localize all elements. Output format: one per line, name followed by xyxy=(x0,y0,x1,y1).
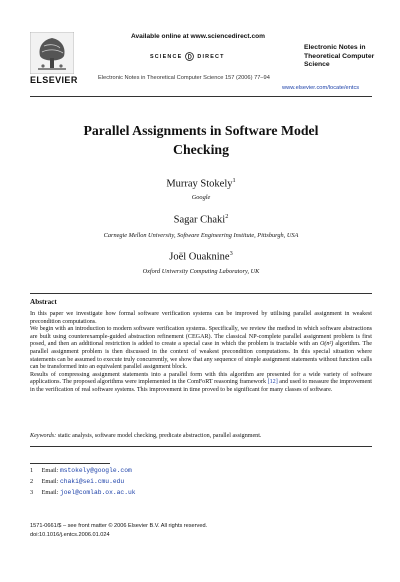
footnote-item xyxy=(30,478,124,485)
footnote-rule xyxy=(30,463,110,464)
abstract-paragraph: In this paper we investigate how formal software verification systems can be improved by utilising parallel assignment in weakest precondition computations. xyxy=(30,311,372,325)
author-affiliation: Oxford University Computing Laboratory, UK xyxy=(142,268,260,275)
author-affiliation: Google xyxy=(191,194,211,201)
abstract-heading: Abstract xyxy=(30,298,57,306)
email-link[interactable]: mstokely@google.com xyxy=(59,467,132,474)
series-title xyxy=(304,44,390,70)
complexity-math: O(n²) xyxy=(319,341,334,348)
footnote-mark[interactable]: 1 xyxy=(232,177,236,184)
abstract-text: and used to measure the improvement in the verification of real software systems. This improvement in time proved to be significant for many classes of software. xyxy=(30,379,372,393)
footnote-label: Email: xyxy=(41,489,59,496)
abstract-paragraph xyxy=(30,372,372,395)
footnote-label: Email: xyxy=(41,467,59,474)
abstract-paragraph xyxy=(30,326,372,372)
keywords-text: static analysis, software model checking, predicate abstraction, parallel assignment. xyxy=(57,433,262,439)
journal-url-link[interactable]: www.elsevier.com/locate/entcs xyxy=(282,85,360,91)
footnote-number: 3 xyxy=(30,489,34,496)
abstract-text: We begin with an introduction to modern software verification systems. Specifically, we review the method in which software abstractions are built using counterexample-guided abstraction refinement (CEGAR). The classical NP-complete parallel assignment problem is first posed, and then an additional restriction is added to create a special case in which the problem is tractable with an xyxy=(30,326,372,348)
abstract-text: algorithm. The parallel assignment problem is then discussed in the context of weakest precondition computations. In this special situation where statements can be assumed to execute truly concurrently, we show that any sequence of simple assignment statements without function calls can be transformed into an equivalent parallel assignment block. xyxy=(30,341,372,371)
doi: doi:10.1016/j.entcs.2006.01.024 xyxy=(30,532,110,538)
keywords-label: Keywords: xyxy=(30,433,57,439)
paper-title-line: Parallel Assignments in Software Model xyxy=(83,123,319,138)
footnote-number: 2 xyxy=(30,478,34,485)
paper-title-line: Checking xyxy=(173,142,229,157)
publisher-name: ELSEVIER xyxy=(30,75,78,85)
email-link[interactable]: joel@comlab.ox.ac.uk xyxy=(59,489,136,496)
author-name xyxy=(30,177,372,190)
abstract-bottom-rule xyxy=(30,446,372,447)
citation-link[interactable]: [12] xyxy=(267,379,278,386)
author-name-text: Joël Ouaknine xyxy=(169,251,230,263)
elsevier-tree-logo xyxy=(30,32,74,74)
author-name xyxy=(30,213,372,226)
author-name-text: Sagar Chaki xyxy=(173,214,226,226)
series-title-line: Theoretical Computer xyxy=(304,52,375,60)
footnote-label: Email: xyxy=(41,478,59,485)
sciencedirect-right-word: DIRECT xyxy=(197,53,225,60)
paper-title xyxy=(30,121,372,159)
series-title-line: Science xyxy=(304,61,330,68)
abstract-text: Results of compressing assignment statements into a parallel form with this algorithm are presented for a wide variety of software applications. The proposed algorithms were implemented in the ComFoRT reasoning framework xyxy=(30,371,372,386)
author-affiliation: Carnegie Mellon University, Software Engineering Institute, Pittsburgh, USA xyxy=(103,232,299,239)
sciencedirect-d-icon xyxy=(185,52,194,61)
sciencedirect-logo xyxy=(150,52,225,61)
footnote-mark[interactable]: 3 xyxy=(229,250,233,257)
footnote-item xyxy=(30,467,132,474)
author-name-text: Murray Stokely xyxy=(166,178,233,190)
copyright-notice: 1571-0661/$ – see front matter © 2006 Elsevier B.V. All rights reserved. xyxy=(30,523,208,529)
sciencedirect-left-word: SCIENCE xyxy=(150,53,183,60)
abstract-top-rule xyxy=(30,293,372,294)
journal-citation: Electronic Notes in Theoretical Computer Science 157 (2006) 77–94 xyxy=(98,75,270,81)
author-name xyxy=(30,250,372,263)
email-link[interactable]: chaki@sei.cmu.edu xyxy=(59,478,125,485)
series-title-line: Electronic Notes in xyxy=(304,44,366,51)
abstract-body xyxy=(30,311,372,395)
keywords xyxy=(30,433,372,441)
available-online-text: Available online at www.sciencedirect.com xyxy=(131,33,265,40)
footnote-mark[interactable]: 2 xyxy=(225,213,229,220)
header-divider xyxy=(30,96,372,97)
footnote-item xyxy=(30,489,136,496)
footnote-number: 1 xyxy=(30,467,34,474)
